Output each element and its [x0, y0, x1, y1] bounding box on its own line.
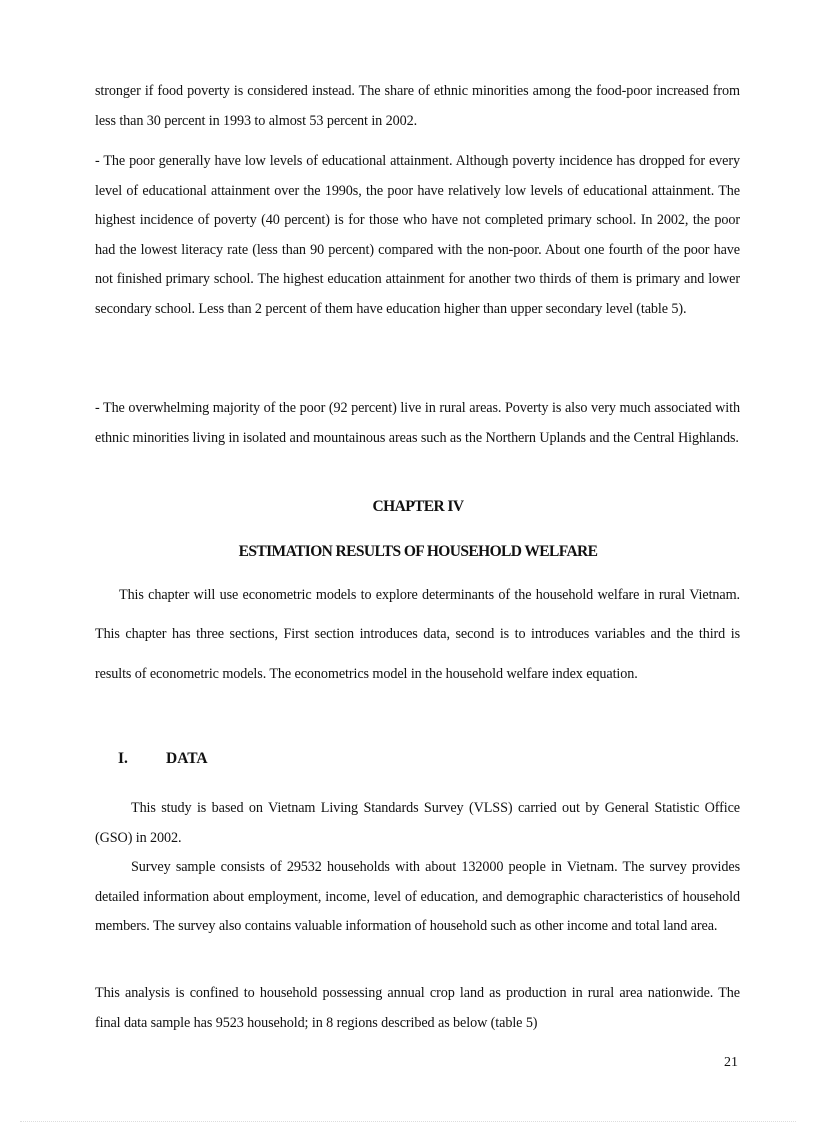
section-number: I. — [118, 750, 128, 767]
paragraph-survey-sample: Survey sample consists of 29532 households with about 132000 people in Vietnam. The survey provides detailed information about employment, income, level of education, and demographic characteristics of household members. The survey also contains valuable information of household such as other income and total land area. — [95, 859, 740, 934]
paragraph-chapter-intro: This chapter will use econometric models to explore determinants of the household welfare in rural Vietnam. This chapter has three sections, First section introduces data, second is to introduces variables and the third is results of econometric models. The econometrics model in the household welfare index equation. — [95, 587, 740, 682]
chapter-title: CHAPTER IV — [372, 498, 464, 515]
paragraph-education: - The poor generally have low levels of educational attainment. Although poverty incidence has dropped for every level of educational attainment over the 1990s, the poor have relatively low levels of educational attainment. The highest incidence of poverty (40 percent) is for those who have not completed primary school. In 2002, the poor had the lowest literacy rate (less than 90 percent) compared with the non-poor. About one fourth of the poor have not finished primary school. The highest education attainment for another two thirds of them is primary and lower secondary school. Less than 2 percent of them have education higher than upper secondary level (table 5). — [95, 153, 740, 317]
chapter-subtitle: ESTIMATION RESULTS OF HOUSEHOLD WELFARE — [238, 543, 598, 560]
paragraph-food-poverty: stronger if food poverty is considered instead. The share of ethnic minorities among the food-poor increased from less than 30 percent in 1993 to almost 53 percent in 2002. — [95, 83, 740, 129]
paragraph-data-sample: This analysis is confined to household possessing annual crop land as production in rural area nationwide. The final data sample has 9523 household; in 8 regions described as below (table 5) — [95, 985, 740, 1031]
paragraph-rural-areas: - The overwhelming majority of the poor (92 percent) live in rural areas. Poverty is also very much associated with ethnic minorities living in isolated and mountainous areas such as the Northern Uplands and the Central Highlands. — [95, 400, 740, 446]
page-bottom-divider — [20, 1121, 796, 1122]
page-number: 21 — [724, 1055, 738, 1070]
paragraph-vlss: This study is based on Vietnam Living Standards Survey (VLSS) carried out by General Statistic Office (GSO) in 2002. — [95, 800, 740, 846]
section-title: DATA — [166, 750, 208, 767]
